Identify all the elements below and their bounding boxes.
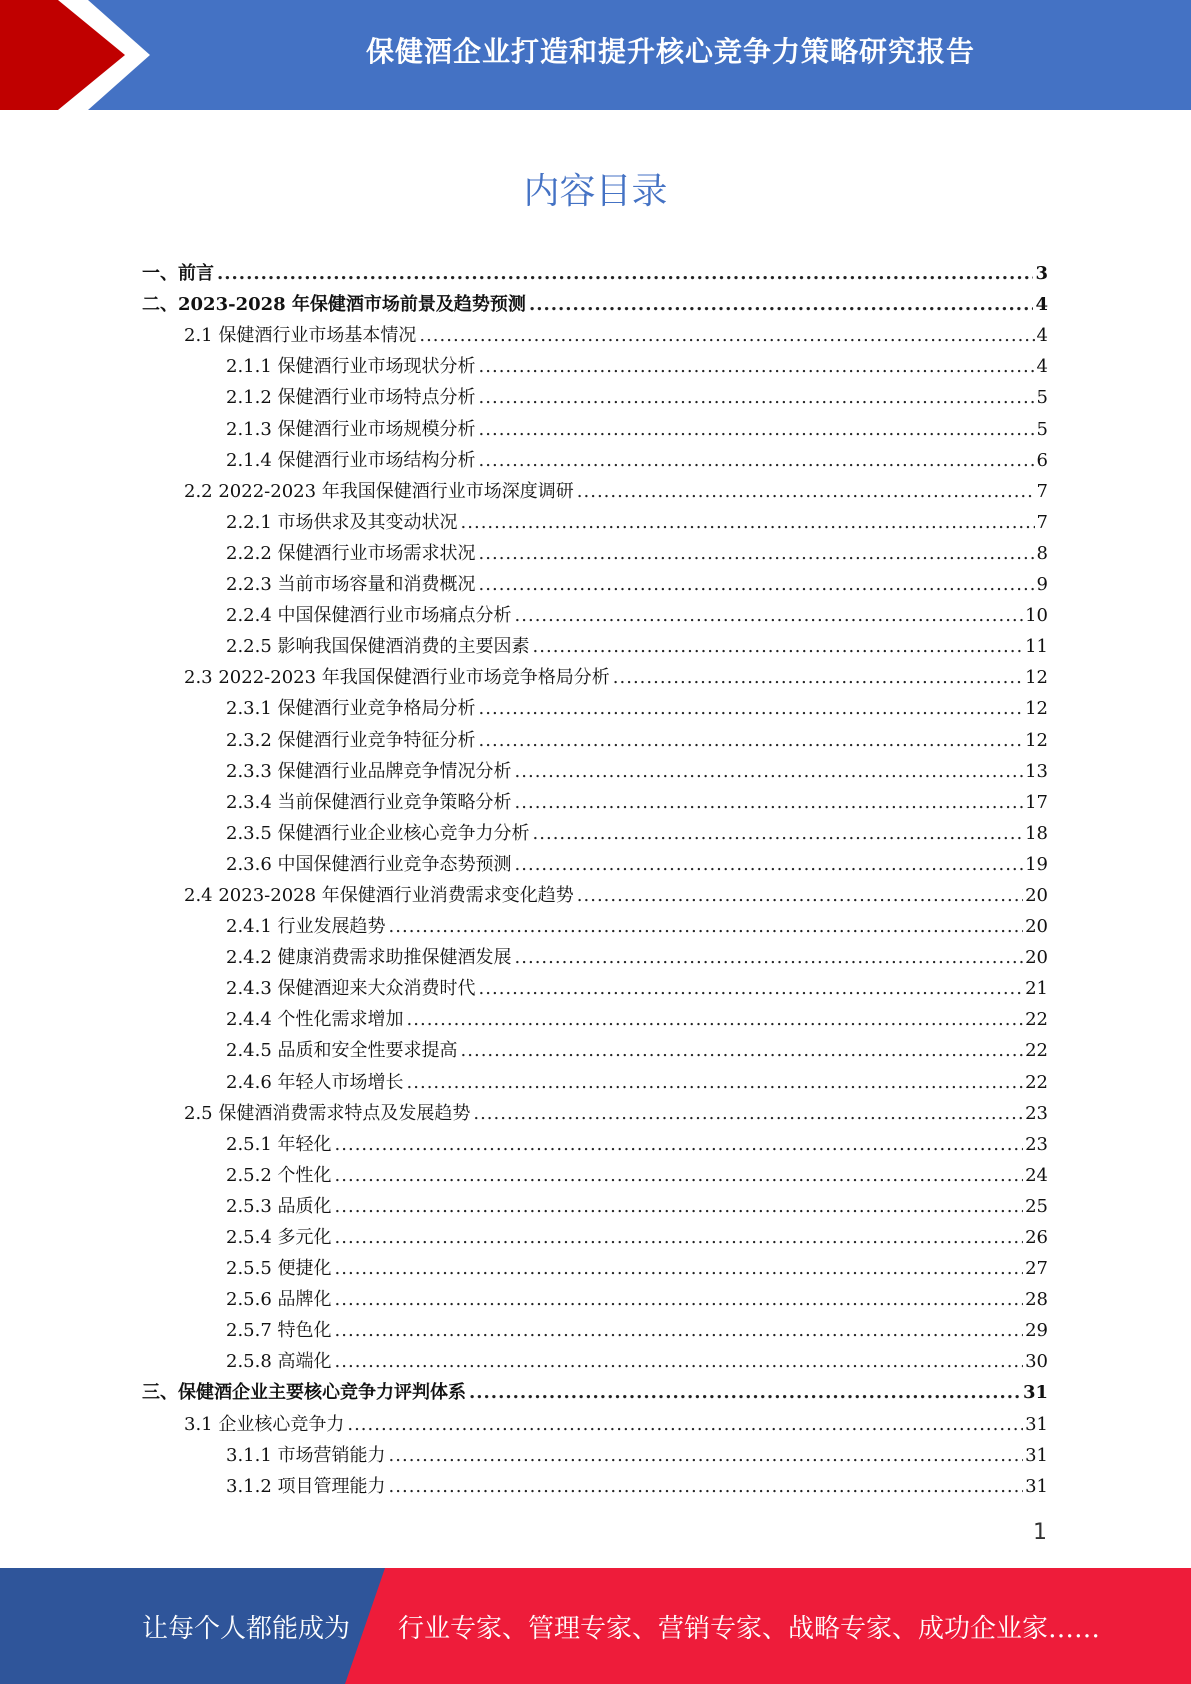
toc-dot-leader — [479, 387, 1035, 409]
toc-entry-label: 2.5.7 特色化 — [226, 1320, 332, 1342]
toc-entry[interactable] — [142, 720, 1048, 751]
toc-entry[interactable] — [142, 814, 1048, 845]
toc-entry-page: 22 — [1025, 1040, 1048, 1062]
toc-entry-label: 2.5.3 品质化 — [226, 1195, 332, 1217]
toc-dot-leader — [515, 854, 1024, 876]
toc-entry-label: 2.2.5 影响我国保健酒消费的主要因素 — [226, 636, 530, 658]
toc-entry-label: 2.1.2 保健酒行业市场特点分析 — [226, 387, 476, 409]
toc-entry-page: 20 — [1025, 916, 1048, 938]
toc-dot-leader — [479, 450, 1035, 472]
toc-entry[interactable] — [142, 1218, 1048, 1249]
toc-dot-leader — [515, 947, 1024, 969]
toc-entry[interactable] — [142, 1000, 1048, 1031]
toc-entry[interactable] — [142, 1062, 1048, 1093]
toc-entry-page: 19 — [1025, 853, 1048, 875]
toc-entry-label: 2.4.4 个性化需求增加 — [226, 1009, 404, 1031]
toc-entry[interactable] — [142, 1342, 1048, 1373]
toc-entry-label: 2.1.4 保健酒行业市场结构分析 — [226, 449, 476, 471]
toc-entry-label: 2.1.1 保健酒行业市场现状分析 — [226, 356, 476, 378]
toc-entry[interactable] — [142, 347, 1048, 378]
toc-entry-page: 4 — [1036, 356, 1048, 378]
toc-entry-label: 2.4.6 年轻人市场增长 — [226, 1071, 404, 1093]
toc-dot-leader — [479, 978, 1024, 1000]
toc-entry-label: 3.1.1 市场营销能力 — [226, 1444, 386, 1466]
toc-entry-label: 2.3 2022-2023 年我国保健酒行业市场竞争格局分析 — [184, 667, 610, 689]
toc-entry-label: 2.5 保健酒消费需求特点及发展趋势 — [184, 1102, 471, 1124]
toc-entry[interactable] — [142, 845, 1048, 876]
toc-entry-page: 4 — [1035, 294, 1048, 316]
page-footer — [0, 1568, 1191, 1684]
table-of-contents — [142, 254, 1048, 1498]
toc-entry-label: 2.2.3 当前市场容量和消费概况 — [226, 574, 476, 596]
toc-entry-page: 9 — [1036, 574, 1048, 596]
toc-entry-page: 23 — [1025, 1133, 1048, 1155]
toc-entry-label: 2.3.3 保健酒行业品牌竞争情况分析 — [226, 760, 512, 782]
toc-entry-label: 一、前言 — [142, 263, 214, 285]
toc-entry-page: 5 — [1036, 387, 1048, 409]
toc-dot-leader — [335, 1227, 1024, 1249]
toc-entry[interactable] — [142, 1156, 1048, 1187]
toc-entry[interactable] — [142, 969, 1048, 1000]
toc-entry-label: 2.5.1 年轻化 — [226, 1133, 332, 1155]
toc-entry-label: 2.1.3 保健酒行业市场规模分析 — [226, 418, 476, 440]
toc-entry-label: 2.5.5 便捷化 — [226, 1258, 332, 1280]
toc-entry[interactable] — [142, 1467, 1048, 1498]
toc-entry-page: 20 — [1025, 947, 1048, 969]
toc-entry-page: 12 — [1025, 667, 1048, 689]
toc-dot-leader — [347, 1414, 1023, 1436]
toc-entry-page: 4 — [1036, 325, 1048, 347]
toc-dot-leader — [335, 1196, 1024, 1218]
toc-dot-leader — [335, 1134, 1024, 1156]
toc-heading: 内容目录 — [523, 171, 668, 212]
toc-dot-leader — [577, 885, 1023, 907]
toc-entry-page: 23 — [1025, 1102, 1048, 1124]
toc-entry[interactable] — [142, 658, 1048, 689]
footer-slogan-right: 行业专家、管理专家、营销专家、战略专家、成功企业家…… — [398, 1613, 1101, 1644]
toc-entry[interactable] — [142, 689, 1048, 720]
toc-entry[interactable] — [142, 752, 1048, 783]
toc-entry-page: 11 — [1025, 636, 1048, 658]
toc-entry-label: 3.1 企业核心竞争力 — [184, 1413, 345, 1435]
toc-entry[interactable] — [142, 1436, 1048, 1467]
toc-dot-leader — [479, 419, 1035, 441]
toc-entry-page: 18 — [1025, 822, 1048, 844]
toc-entry-page: 28 — [1025, 1289, 1048, 1311]
toc-entry-page: 12 — [1025, 698, 1048, 720]
toc-entry-page: 27 — [1025, 1258, 1048, 1280]
toc-entry-page: 22 — [1025, 1009, 1048, 1031]
toc-dot-leader — [529, 294, 1034, 316]
toc-dot-leader — [419, 325, 1034, 347]
toc-dot-leader — [479, 698, 1024, 720]
toc-entry[interactable] — [142, 565, 1048, 596]
toc-entry-label: 3.1.2 项目管理能力 — [226, 1475, 386, 1497]
toc-entry-page: 31 — [1025, 1413, 1048, 1435]
toc-entry-label: 2.5.6 品牌化 — [226, 1289, 332, 1311]
toc-entry[interactable] — [142, 876, 1048, 907]
page-number: 1 — [1033, 1520, 1047, 1545]
toc-dot-leader — [461, 512, 1035, 534]
toc-entry-page: 29 — [1025, 1320, 1048, 1342]
toc-entry[interactable] — [142, 378, 1048, 409]
toc-entry-page: 31 — [1025, 1444, 1048, 1466]
toc-entry[interactable] — [142, 503, 1048, 534]
toc-entry[interactable] — [142, 534, 1048, 565]
toc-entry-label: 2.3.6 中国保健酒行业竞争态势预测 — [226, 853, 512, 875]
toc-entry-page: 24 — [1025, 1164, 1048, 1186]
toc-entry-label: 2.1 保健酒行业市场基本情况 — [184, 325, 417, 347]
toc-entry-page: 26 — [1025, 1227, 1048, 1248]
toc-entry-page: 17 — [1025, 791, 1048, 813]
toc-entry[interactable] — [142, 1249, 1048, 1280]
toc-entry-label: 2.4.5 品质和安全性要求提高 — [226, 1040, 458, 1062]
toc-dot-leader — [533, 636, 1024, 658]
toc-dot-leader — [469, 1382, 1021, 1404]
toc-entry-page: 10 — [1025, 605, 1048, 627]
toc-entry[interactable] — [142, 938, 1048, 969]
footer-slogan-left: 让每个人都能成为 — [142, 1613, 351, 1644]
toc-entry-label: 2.4.3 保健酒迎来大众消费时代 — [226, 978, 476, 1000]
toc-entry[interactable] — [142, 1031, 1048, 1062]
toc-entry-label: 2.5.8 高端化 — [226, 1351, 332, 1373]
toc-entry[interactable] — [142, 441, 1048, 472]
toc-entry[interactable] — [142, 596, 1048, 627]
toc-entry-page: 25 — [1025, 1195, 1048, 1217]
toc-entry-label: 2.3.1 保健酒行业竞争格局分析 — [226, 698, 476, 720]
toc-entry[interactable] — [142, 1311, 1048, 1342]
toc-entry-label: 2.4.2 健康消费需求助推保健酒发展 — [226, 947, 512, 969]
toc-entry[interactable] — [142, 907, 1048, 938]
toc-entry-label: 2.4.1 行业发展趋势 — [226, 916, 386, 938]
toc-entry-page: 21 — [1025, 978, 1048, 1000]
toc-entry-label: 2.4 2023-2028 年保健酒行业消费需求变化趋势 — [184, 884, 574, 906]
toc-dot-leader — [515, 761, 1024, 783]
toc-dot-leader — [479, 543, 1035, 565]
toc-dot-leader — [479, 356, 1035, 378]
toc-entry[interactable] — [142, 1280, 1048, 1311]
toc-entry-label: 2.5.4 多元化 — [226, 1227, 332, 1248]
toc-dot-leader — [479, 574, 1035, 596]
toc-entry-label: 2.2.2 保健酒行业市场需求状况 — [226, 542, 476, 564]
toc-dot-leader — [473, 1103, 1023, 1125]
toc-dot-leader — [613, 667, 1023, 689]
toc-entry-label: 2.2.1 市场供求及其变动状况 — [226, 511, 458, 533]
toc-dot-leader — [515, 792, 1024, 814]
toc-entry-label: 三、保健酒企业主要核心竞争力评判体系 — [142, 1382, 466, 1404]
toc-entry[interactable] — [142, 1094, 1048, 1125]
toc-entry-page: 20 — [1025, 884, 1048, 906]
toc-dot-leader — [335, 1289, 1024, 1311]
toc-entry-page: 12 — [1025, 729, 1048, 751]
report-title: 保健酒企业打造和提升核心竞争力策略研究报告 — [365, 35, 975, 68]
toc-entry[interactable] — [142, 254, 1048, 285]
toc-dot-leader — [389, 1445, 1024, 1467]
toc-entry-page: 31 — [1025, 1475, 1048, 1497]
toc-entry-page: 31 — [1022, 1382, 1048, 1404]
toc-entry[interactable] — [142, 1125, 1048, 1156]
toc-entry-label: 2.3.4 当前保健酒行业竞争策略分析 — [226, 791, 512, 813]
toc-entry-label: 2.2 2022-2023 年我国保健酒行业市场深度调研 — [184, 480, 574, 502]
toc-entry-page: 6 — [1036, 449, 1048, 471]
toc-entry[interactable] — [142, 285, 1048, 316]
toc-dot-leader — [335, 1165, 1024, 1187]
toc-dot-leader — [389, 1476, 1024, 1498]
toc-dot-leader — [407, 1072, 1024, 1094]
toc-entry-label: 2.3.2 保健酒行业竞争特征分析 — [226, 729, 476, 751]
toc-entry[interactable] — [142, 472, 1048, 503]
toc-dot-leader — [335, 1258, 1024, 1280]
toc-dot-leader — [515, 605, 1024, 627]
toc-dot-leader — [479, 730, 1024, 752]
toc-entry-page: 7 — [1036, 511, 1048, 533]
toc-dot-leader — [407, 1009, 1024, 1031]
toc-entry[interactable] — [142, 783, 1048, 814]
toc-entry[interactable] — [142, 316, 1048, 347]
toc-entry-page: 7 — [1036, 480, 1048, 502]
toc-dot-leader — [335, 1320, 1024, 1342]
toc-entry[interactable] — [142, 1404, 1048, 1435]
toc-entry-label: 二、2023-2028 年保健酒市场前景及趋势预测 — [142, 294, 526, 316]
toc-entry-label: 2.5.2 个性化 — [226, 1164, 332, 1186]
toc-entry-label: 2.3.5 保健酒行业企业核心竞争力分析 — [226, 822, 530, 844]
toc-entry-page: 13 — [1025, 760, 1048, 782]
toc-entry-page: 5 — [1036, 418, 1048, 440]
toc-entry-page: 3 — [1035, 263, 1048, 285]
page-header — [0, 0, 1191, 110]
toc-dot-leader — [461, 1040, 1024, 1062]
toc-entry-page: 8 — [1036, 542, 1048, 564]
toc-dot-leader — [533, 823, 1024, 845]
toc-entry[interactable] — [142, 1187, 1048, 1218]
toc-entry[interactable] — [142, 627, 1048, 658]
toc-dot-leader — [577, 481, 1035, 503]
toc-entry-label: 2.2.4 中国保健酒行业市场痛点分析 — [226, 605, 512, 627]
toc-dot-leader — [217, 263, 1033, 285]
toc-entry[interactable] — [142, 409, 1048, 440]
toc-dot-leader — [389, 916, 1024, 938]
toc-entry-page: 30 — [1025, 1351, 1048, 1373]
toc-entry-page: 22 — [1025, 1071, 1048, 1093]
toc-entry[interactable] — [142, 1373, 1048, 1404]
toc-dot-leader — [335, 1351, 1024, 1373]
